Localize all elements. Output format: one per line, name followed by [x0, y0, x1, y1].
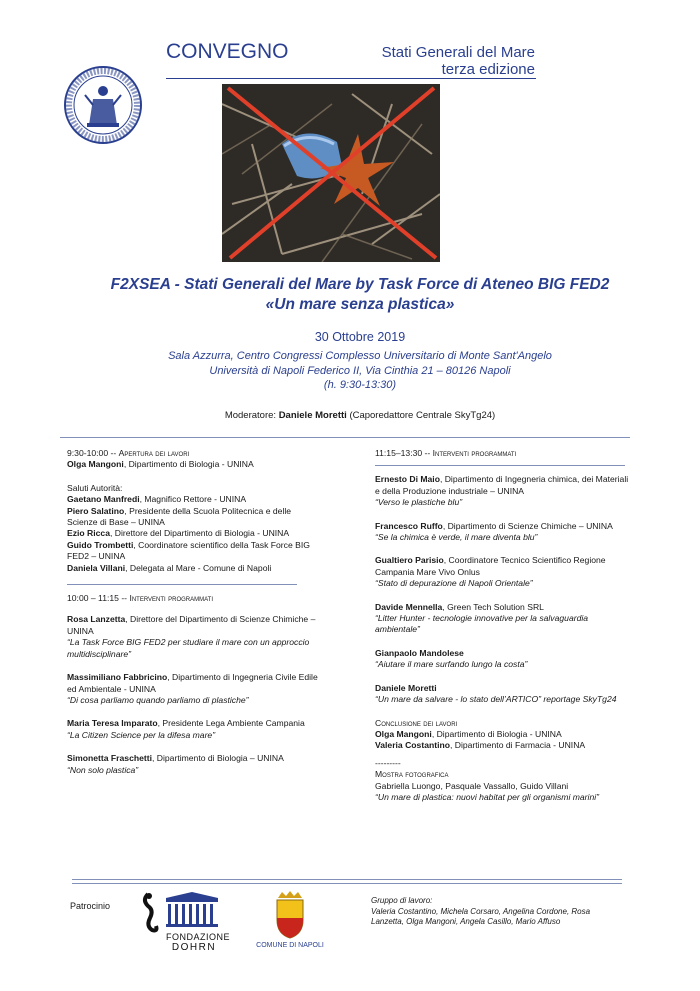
exhibition-block	[375, 758, 633, 804]
separator-dashes: ---------	[375, 757, 401, 768]
morning-session-header	[67, 593, 322, 604]
talk-title: “Se la chimica è verde, il mare diventa blu”	[375, 532, 538, 543]
dohrn-label-line2: DOHRN	[171, 942, 217, 953]
talk-item	[67, 614, 322, 660]
greeting-item	[67, 494, 322, 505]
event-subtitle-line1: Stati Generali del Mare	[381, 44, 535, 61]
talk-title: “Un mare da salvare - lo stato dell’ARTICO” reportage SkyTg24	[375, 694, 617, 705]
talk-title: “Litter Hunter - tecnologie innovative per la salvaguardia ambientale”	[375, 613, 589, 635]
exhibition-heading: Mostra fotografica	[375, 769, 449, 780]
opening-speaker: Olga Mangoni	[67, 459, 124, 470]
talk-role: , Dipartimento di Ingegneria Civile Edile ed Ambientale - UNINA	[67, 672, 318, 694]
talk-item	[67, 753, 322, 776]
talk-item	[375, 555, 633, 589]
session-heading: Interventi programmati	[129, 593, 213, 604]
greeting-item	[67, 506, 322, 529]
greetings-heading: Saluti Autorità:	[67, 482, 123, 493]
talk-role: , Dipartimento di Biologia – UNINA	[152, 753, 284, 764]
working-group-heading: Gruppo di lavoro:	[371, 896, 433, 905]
conference-title-line1: F2XSEA - Stati Generali del Mare by Task Force di Ateneo BIG FED2	[110, 276, 610, 293]
greeting-item	[67, 540, 322, 563]
greeting-role: , Delegata al Mare - Comune di Napoli	[125, 562, 272, 573]
greeting-role: , Magnifico Rettore - UNINA	[139, 494, 247, 505]
talk-item	[375, 602, 633, 636]
talk-speaker: Francesco Ruffo	[375, 520, 443, 531]
conference-title	[60, 275, 660, 315]
talk-speaker: Rosa Lanzetta	[67, 614, 126, 625]
venue-line2: Università di Napoli Federico II, Via Cinthia 21 – 80126 Napoli	[209, 364, 511, 377]
crossed-out-image	[222, 84, 440, 262]
talk-item	[375, 648, 633, 671]
talk-item	[67, 718, 322, 741]
header-divider	[166, 78, 536, 79]
opening-heading: Apertura dei lavori	[118, 448, 190, 458]
closing-block	[375, 718, 633, 752]
greeting-name: Guido Trombetti	[67, 539, 134, 550]
talk-speaker: Ernesto Di Maio	[375, 474, 440, 485]
session-time: 10:00 – 11:15 --	[67, 593, 130, 604]
university-seal-logo	[63, 65, 143, 145]
closing-heading: Conclusione dei lavori	[375, 717, 458, 728]
program-top-divider	[60, 437, 630, 438]
greeting-role: , Presidente della Scuola Politecnica e delle Scienze di Base – UNINA	[67, 505, 292, 528]
talk-role: , Coordinatore Tecnico Scientifico Regione Campania Mare Vivo Onlus	[375, 555, 606, 577]
napoli-label: COMUNE DI NAPOLI	[256, 942, 324, 949]
greeting-role: , Direttore del Dipartimento di Biologia - UNINA	[110, 528, 290, 539]
exhibition-authors: Gabriella Luongo, Pasquale Vassallo, Guido Villani	[375, 780, 569, 791]
closing-role: , Dipartimento di Biologia - UNINA	[431, 728, 562, 739]
talk-speaker: Daniele Moretti	[375, 682, 437, 693]
moderator-line	[60, 410, 660, 421]
venue-hours: (h. 9:30-13:30)	[323, 379, 397, 391]
talk-role: , Dipartimento di Scienze Chimiche – UNINA	[442, 520, 613, 531]
greeting-item	[67, 528, 322, 539]
session-time: 11:15–13:30 --	[375, 448, 433, 458]
greeting-item	[67, 563, 322, 574]
talk-title: “Non solo plastica”	[67, 764, 139, 775]
talk-speaker: Davide Mennella	[375, 601, 443, 612]
program-left-column	[67, 448, 322, 788]
talk-title: “Stato di depurazione di Napoli Orientale”	[375, 578, 533, 589]
talk-title: “La Citizen Science per la difesa mare”	[67, 729, 216, 740]
venue-line1: Sala Azzurra, Centro Congressi Complesso Universitario di Monte Sant'Angelo	[168, 350, 552, 362]
greeting-role: , Coordinatore scientifico della Task Force BIG FED2 – UNINA	[67, 539, 310, 562]
right-session-divider	[375, 465, 625, 466]
conference-title-line2: «Un mare senza plastica»	[265, 296, 455, 313]
moderator-role: (Caporedattore Centrale SkyTg24)	[349, 410, 496, 421]
closing-speaker: Valeria Costantino	[375, 740, 450, 751]
patrocinio-label: Patrocinio	[70, 901, 111, 911]
talk-item	[375, 474, 633, 508]
late-session-header	[375, 448, 633, 459]
event-subtitle	[345, 44, 535, 78]
opening-block	[67, 448, 322, 471]
dohrn-label-line1: FONDAZIONE	[166, 932, 231, 942]
moderator-label: Moderatore:	[224, 410, 277, 421]
program-right-column	[375, 448, 633, 803]
talk-speaker: Gianpaolo Mandolese	[375, 647, 464, 658]
greeting-name: Gaetano Manfredi	[67, 494, 140, 505]
napoli-crest-icon	[262, 890, 318, 940]
opening-time: 9:30-10:00 --	[67, 448, 119, 458]
talk-role: , Presidente Lega Ambiente Campania	[157, 718, 305, 729]
talk-title: “Aiutare il mare surfando lungo la costa”	[375, 659, 528, 670]
event-subtitle-line2: terza edizione	[441, 61, 535, 78]
greeting-name: Piero Salatino	[67, 505, 125, 516]
talk-item	[67, 672, 322, 706]
footer-divider-top	[72, 879, 622, 880]
convegno-heading: CONVEGNO	[166, 40, 289, 63]
talk-title: “Di cosa parliamo quando parliamo di plastiche”	[67, 694, 249, 705]
closing-role: , Dipartimento di Farmacia - UNINA	[449, 740, 586, 751]
working-group-names: Valeria Costantino, Michela Corsaro, Angelina Cordone, Rosa Lanzetta, Olga Mangoni, Angela Casillo, Mario Affuso	[371, 906, 591, 926]
greetings-block	[67, 483, 322, 574]
closing-speaker: Olga Mangoni	[375, 728, 432, 739]
left-session-divider	[67, 584, 297, 585]
talk-item	[375, 521, 633, 544]
event-venue	[60, 349, 660, 393]
greeting-name: Ezio Ricca	[67, 528, 110, 539]
talk-speaker: Maria Teresa Imparato	[67, 718, 158, 729]
working-group	[371, 896, 611, 928]
talk-role: , Direttore del Dipartimento di Scienze Chimiche – UNINA	[67, 614, 316, 636]
talk-item	[375, 683, 633, 706]
talk-speaker: Gualtiero Parisio	[375, 555, 444, 566]
talk-speaker: Simonetta Fraschetti	[67, 753, 153, 764]
footer-divider-bottom	[72, 883, 622, 884]
session-heading: Interventi programmati	[432, 448, 517, 458]
talk-role: , Green Tech Solution SRL	[442, 601, 544, 612]
plastic-debris-photo	[222, 84, 440, 262]
exhibition-title: “Un mare di plastica: nuovi habitat per gli organismi marini”	[375, 791, 600, 802]
talk-title: “La Task Force BIG FED2 per studiare il mare con un approccio multidisciplinare”	[67, 637, 310, 659]
talk-speaker: Massimiliano Fabbricino	[67, 672, 168, 683]
talk-role: , Dipartimento di Ingegneria chimica, dei Materiali e della Produzione industriale – UNINA	[375, 474, 629, 496]
event-date: 30 Ottobre 2019	[314, 330, 406, 344]
opening-role: , Dipartimento di Biologia - UNINA	[123, 459, 254, 470]
moderator-name: Daniele Moretti	[278, 410, 347, 421]
seahorse-building-icon	[140, 890, 222, 934]
comune-di-napoli-logo	[256, 890, 324, 956]
greeting-name: Daniela Villani	[67, 562, 126, 573]
talk-title: “Verso le plastiche blu”	[375, 497, 463, 508]
fondazione-dohrn-logo	[140, 890, 231, 953]
